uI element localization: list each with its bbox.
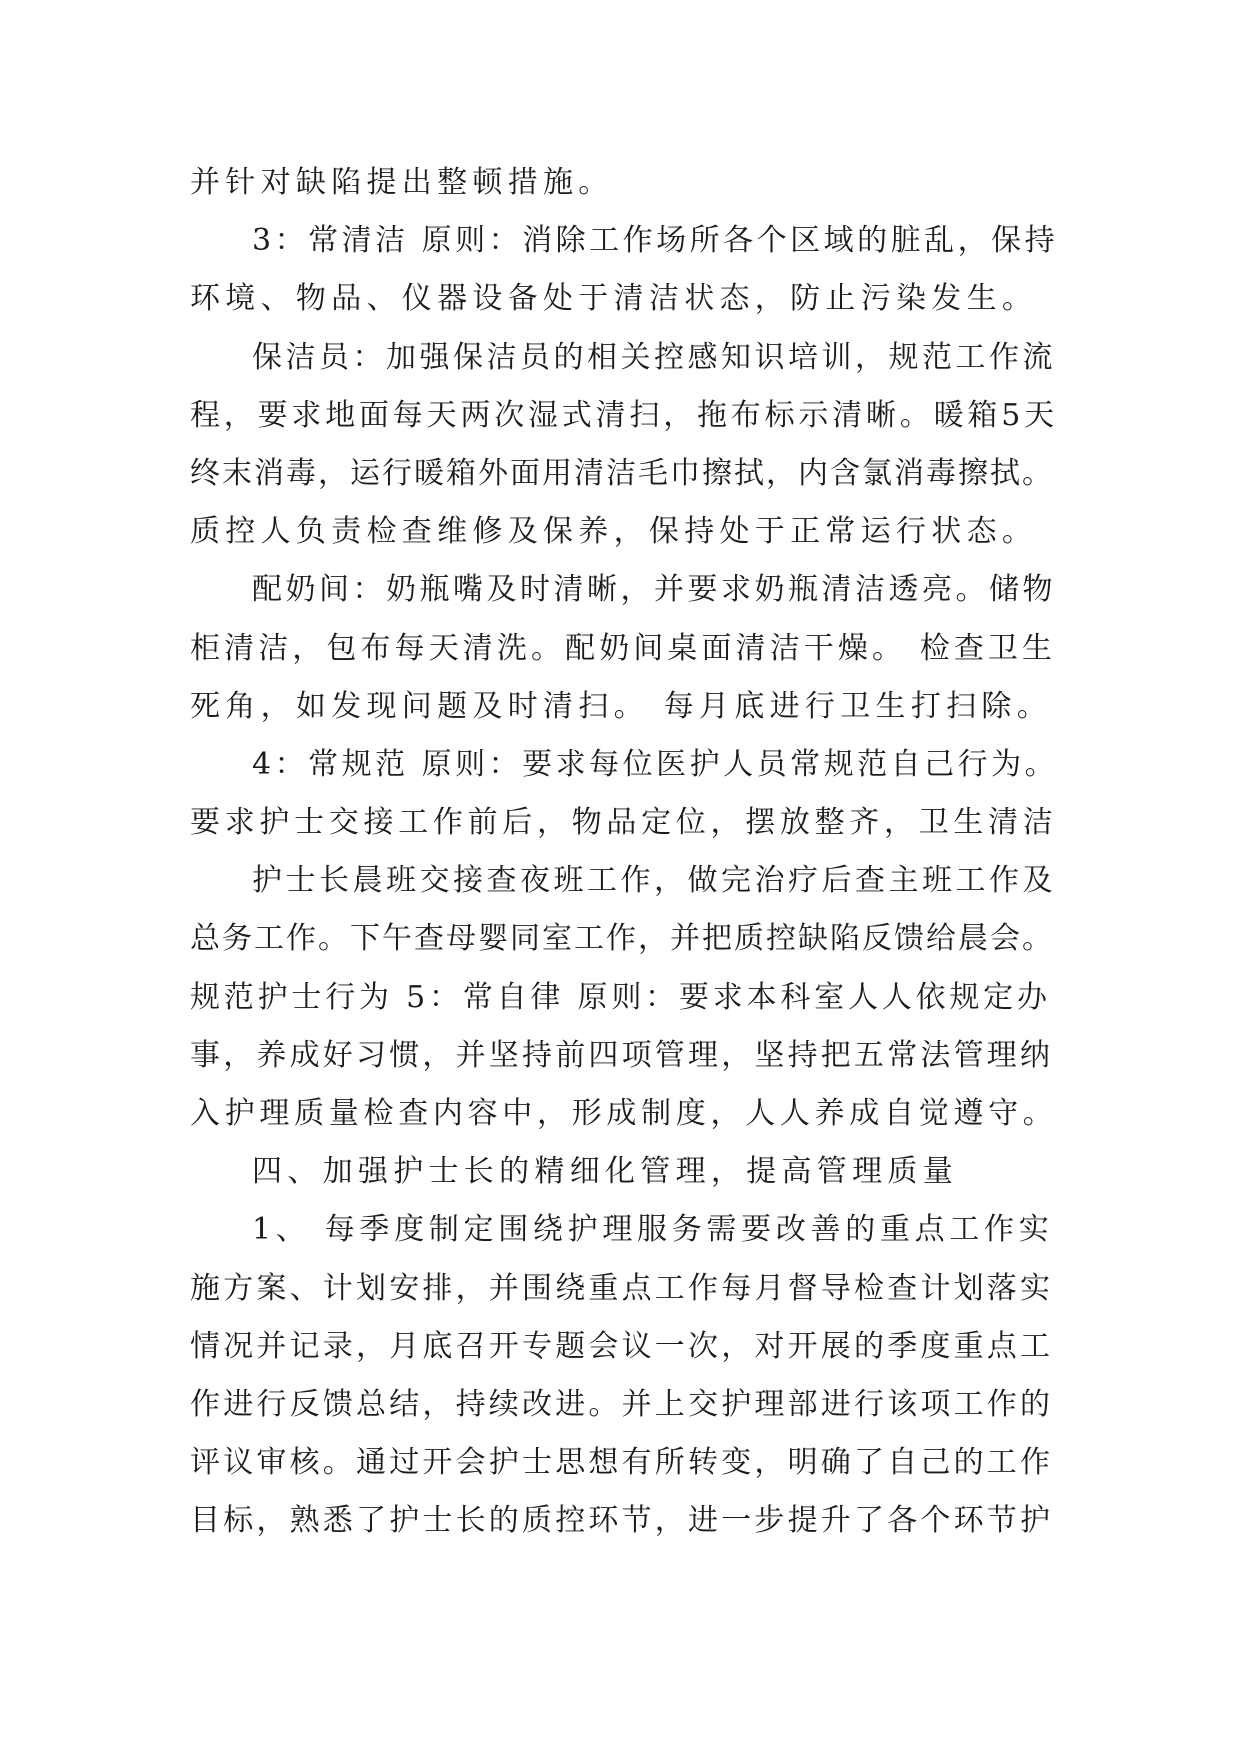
text-line: 终末消毒，运行暖箱外面用清洁毛巾擦拭，内含氯消毒擦拭。 [190, 455, 1054, 491]
text-line: 1、 每季度制定围绕护理服务需要改善的重点工作实 [252, 1212, 1054, 1248]
text-line: 目标，熟悉了护士长的质控环节，进一步提升了各个环节护 [190, 1503, 1054, 1539]
text-line: 环境、物品、仪器设备处于清洁状态，防止污染发生。 [190, 281, 1038, 317]
text-line: 柜清洁，包布每天清洗。配奶间桌面清洁干燥。 检查卫生 [190, 630, 1057, 666]
text-line: 要求护士交接工作前后，物品定位，摆放整齐，卫生清洁 [190, 805, 1058, 841]
text-line: 护士长晨班交接查夜班工作，做完治疗后查主班工作及 [252, 863, 1056, 899]
text-line: 并针对缺陷提出整顿措施。 [190, 165, 614, 200]
text-line: 4：常规范 原则：要求每位医护人员常规范自己行为。 [252, 746, 1059, 782]
text-line: 评议审核。通过开会护士思想有所转变，明确了自己的工作 [190, 1445, 1054, 1481]
document-body [190, 154, 1058, 1551]
text-line: 保洁员：加强保洁员的相关控感知识培训，规范工作流 [252, 339, 1056, 375]
text-line: 质控人负责检查维修及保养，保持处于正常运行状态。 [190, 514, 1038, 550]
section-heading: 四、加强护士长的精细化管理，提高管理质量 [252, 1154, 958, 1190]
text-line: 入护理质量检查内容中，形成制度，人人养成自觉遵守。 [190, 1096, 1058, 1131]
text-line: 死角，如发现问题及时清扫。 每月底进行卫生打扫除。 [190, 688, 1053, 724]
text-line: 配奶间：奶瓶嘴及时清晰，并要求奶瓶清洁透亮。储物 [252, 572, 1056, 608]
text-line: 规范护士行为 5：常自律 原则：要求本科室人人依规定办 [190, 979, 1051, 1015]
text-line: 施方案、计划安排，并围绕重点工作每月督导检查计划落实 [190, 1270, 1054, 1306]
text-line: 情况并记录，月底召开专题会议一次，对开展的季度重点工 [190, 1328, 1054, 1364]
text-line: 事，养成好习惯，并坚持前四项管理，坚持把五常法管理纳 [190, 1037, 1054, 1073]
text-line: 作进行反馈总结，持续改进。并上交护理部进行该项工作的 [190, 1386, 1054, 1422]
text-line: 3：常清洁 原则：消除工作场所各个区域的脏乱，保持 [252, 223, 1059, 259]
text-line: 程，要求地面每天两次湿式清扫，拖布标示清晰。暖箱5天 [190, 397, 1058, 433]
text-line: 总务工作。下午查母婴同室工作，并把质控缺陷反馈给晨会。 [190, 921, 1054, 957]
